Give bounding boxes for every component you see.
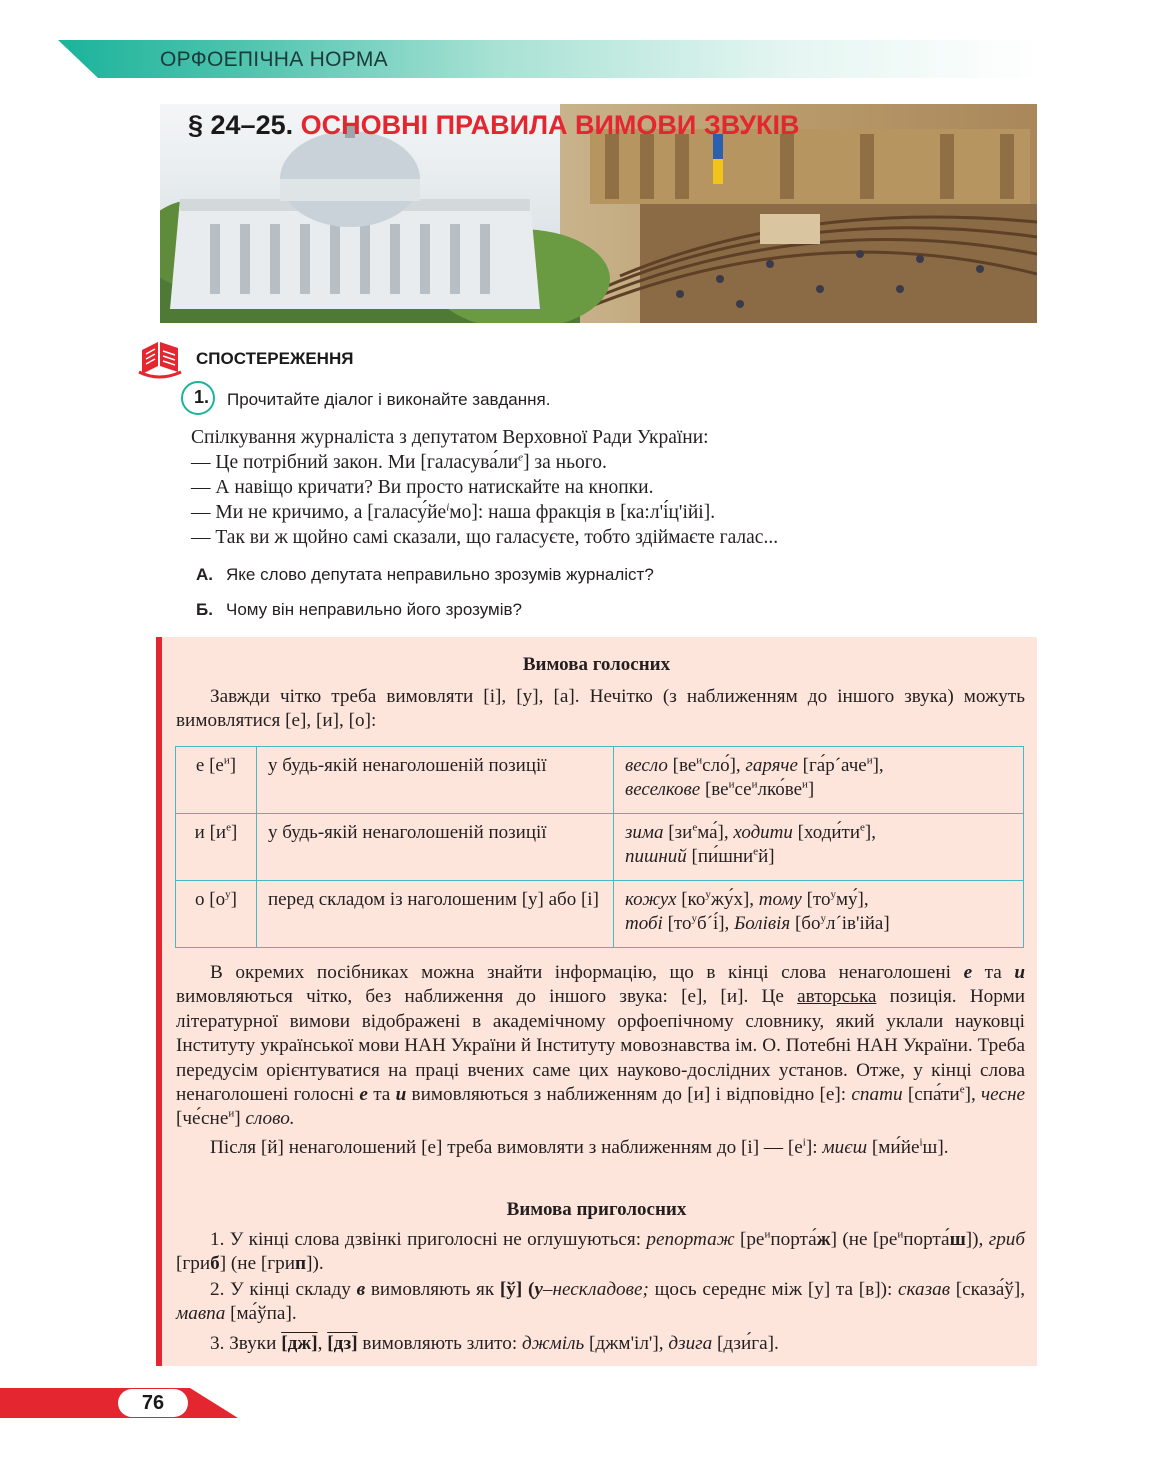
task-number: 1. xyxy=(194,387,210,407)
section-heading: ОСНОВНІ ПРАВИЛА ВИМОВИ ЗВУКІВ xyxy=(300,110,800,140)
table-cell-sound: о $[о^у]$ xyxy=(176,881,257,948)
vowels-intro: Завжди чітко треба вимовляти [і], [у], [а]. Нечітко (з наближенням до іншого звука) можуть вимовлятися [е], [и], [о]: xyxy=(176,686,1025,732)
consonant-rule-3: 3. Звуки [дж], [дз] вимовляють злито: джміль [джм'іл'], дзига [дзи́га]. xyxy=(210,1333,779,1354)
consonant-rule-1: 1. У кінці слова дзвінкі приголосні не оглушуються: репортаж $[ре^ипорта́ж]$ (не $[ре^ипорта́ш]$), гриб [гриб] (не [грип]). xyxy=(176,1228,1026,1275)
dialog-line: — Це потрібний закон. Ми $[галасува́ли^е]$ за нього. xyxy=(191,451,607,473)
page-number: 76 xyxy=(118,1389,188,1417)
vowels-heading: Вимова голосних xyxy=(522,654,671,675)
book-icon xyxy=(134,332,186,384)
section-title xyxy=(188,110,799,141)
question-a: А. Яке слово депутата неправильно зрозумів журналіст? xyxy=(196,565,654,584)
table-row xyxy=(176,747,1024,814)
table-cell-position: перед складом із наголошеним [у] або [і] xyxy=(257,881,614,948)
table-cell-position: у будь-якій ненаголошеній позиції xyxy=(257,814,614,881)
paragraph-after-y: Після [й] ненаголошений [е] треба вимовляти з наближенням до [і] — $[е^і]$: миєш $[ми́йе^іш]$. xyxy=(210,1136,949,1158)
dialog-line: — Так ви ж щойно самі сказали, що галасуєте, тобто здіймаєте галас... xyxy=(191,527,779,548)
table-cell-position: у будь-якій ненаголошеній позиції xyxy=(257,747,614,814)
vowel-table xyxy=(175,746,1024,948)
table-cell-examples: кожух $[ко^ужу́х]$, тому $[то^уму́]$, тобі $[то^уб´і́]$, Болівія $[бо^ул´ів'ійа]$ xyxy=(614,881,1024,948)
rule-box-accent-bar xyxy=(156,637,162,1366)
table-row xyxy=(176,814,1024,881)
dialog-intro: Спілкування журналіста з депутатом Верховної Ради України: xyxy=(191,427,709,448)
section-number: § 24–25. xyxy=(188,110,294,140)
paragraph-endings: В окремих посібниках можна знайти інформацію, що в кінці слова ненаголошені е та и вимовляються чітко, без наближення до іншого звука: [е], [и]. Це авторська позиція. Норми літературної вимови відображені в академічному орфоепічному словнику, який уклали науковці Інституту української мови НАН України й Інституту мовознавства ім. О. Потебні НАН України. Треба передусім орієнтуватися на праці вчених саме цих науково-дослідних установ. Отже, у кінці слова ненаголошені голосні е та и вимовляються з наближенням до [и] і відповідно [е]: спати $[спа́ти^е]$, чесне [че́сне$^и$] слово. xyxy=(176,962,1025,1130)
task-instruction: Прочитайте діалог і виконайте завдання. xyxy=(227,390,551,409)
table-cell-sound: е $[е^и]$ xyxy=(176,747,257,814)
table-row xyxy=(176,881,1024,948)
question-b: Б. Чому він неправильно його зрозумів? xyxy=(196,600,522,619)
consonants-heading: Вимова приголосних xyxy=(506,1199,687,1220)
dialog-line: — Ми не кричимо, а $[галасу́йе^імо]$: наша фракція в [ка:л'і́ц'ійі]. xyxy=(191,501,716,523)
consonant-rule-2: 2. У кінці складу в вимовляють як [ў] (у–нескладове; щось середнє між [у] та [в]): сказав [сказа́ў], мавпа [ма́ўпа]. xyxy=(176,1279,1026,1325)
table-cell-sound: и $[и^е]$ xyxy=(176,814,257,881)
table-cell-examples: зима $[зи^ема́]$, ходити $[ходи́ти^е]$, пишний [пи́шни$^е$й] xyxy=(614,814,1024,881)
chapter-title: ОРФОЕПІЧНА НОРМА xyxy=(160,48,388,71)
observation-heading: СПОСТЕРЕЖЕННЯ xyxy=(196,349,354,368)
dialog-line: — А навіщо кричати? Ви просто натискайте на кнопки. xyxy=(191,477,654,498)
table-cell-examples: весло $[ве^исло́]$, гаряче [га́р´аче$^и$], веселкове $[ве^исе^илко́ве^и]$ xyxy=(614,747,1024,814)
